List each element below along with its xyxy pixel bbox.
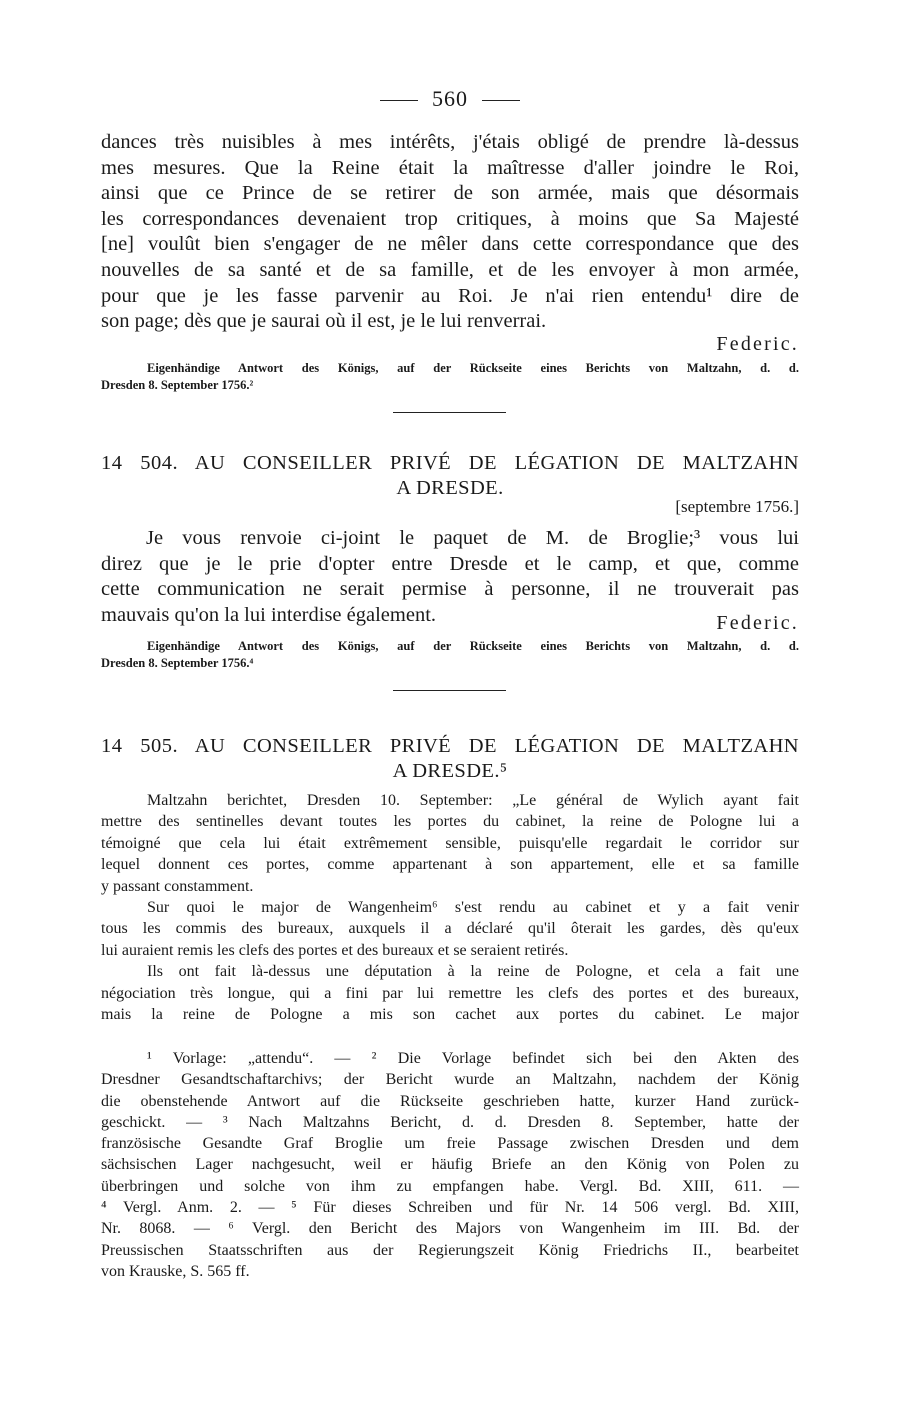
letter-number: 14 504. bbox=[101, 452, 179, 474]
letter-date: [septembre 1756.] bbox=[675, 497, 799, 516]
page-number-dash-left bbox=[380, 100, 418, 101]
page-number-row bbox=[101, 86, 799, 112]
footnote-line: ⁴ Vergl. Anm. 2. — ⁵ Für dieses Schreiben und für Nr. 14 506 vergl. Bd. XIII, bbox=[101, 1199, 799, 1217]
text-line: mais la reine de Pologne a mis son cachet aux portes du cabinet. Le major bbox=[101, 1006, 799, 1024]
text-line: ainsi que ce Prince de se retirer de son armée, mais que désormais bbox=[101, 182, 799, 205]
text-line: direz que je le prie d'opter entre Dresde et le camp, et que, comme bbox=[101, 552, 799, 575]
section-divider bbox=[393, 412, 506, 413]
text-line: lequel donnent ces portes, comme appartenant à son appartement, elle et sa famille bbox=[101, 856, 799, 874]
footnote-line: geschickt. — ³ Nach Maltzahns Bericht, d. d. Dresden 8. September, hatte der bbox=[101, 1113, 799, 1131]
heading-line bbox=[101, 451, 799, 476]
page-number-dash-right bbox=[482, 100, 520, 101]
note-line: Eigenhändige Antwort des Königs, auf der Rückseite eines Berichts von Maltzahn, d. d. bbox=[147, 361, 799, 375]
footnote-line: sächsischen Lager nachgesucht, weil er häufig Briefe an den König von Polen zu bbox=[101, 1156, 799, 1174]
footnote-line: Dresdner Gesandtschaftarchivs; der Bericht wurde an Maltzahn, nachdem der König bbox=[101, 1071, 799, 1089]
continuation-paragraph bbox=[101, 130, 799, 335]
text-line: pour que je les fasse parvenir au Roi. Je n'ai rien entendu¹ dire de bbox=[101, 284, 799, 307]
footnote-line: Preussischen Staatsschriften aus der Regierungszeit König Friedrichs II., bearbeitet bbox=[101, 1241, 799, 1259]
text-line: dances très nuisibles à mes intérêts, j'étais obligé de prendre là-dessus bbox=[101, 131, 799, 153]
text-line: Je vous renvoie ci-joint le paquet de M. de Broglie;³ vous lui bbox=[146, 527, 799, 549]
text-line: négociation très longue, qui a fini par lui remettre les clefs des portes et des bureaux, bbox=[101, 984, 799, 1002]
letter-number: 14 505. bbox=[101, 735, 179, 757]
text-line: nouvelles de sa santé et de sa famille, et de les envoyer à mon armée, bbox=[101, 258, 799, 281]
footnote-line: von Krauske, S. 565 ff. bbox=[101, 1262, 250, 1280]
section-divider bbox=[393, 690, 506, 691]
footnotes bbox=[101, 1048, 799, 1282]
text-line: y passant constamment. bbox=[101, 877, 254, 895]
heading-line bbox=[101, 734, 799, 759]
footnote-line: überbringen und solche von ihm zu empfangen habe. Vergl. Bd. XIII, 611. — bbox=[101, 1177, 799, 1195]
source-note bbox=[101, 638, 799, 672]
note-line: Dresden 8. September 1756.² bbox=[101, 378, 254, 392]
text-line: [ne] voulût bien s'engager de ne mêler dans cette correspondance que des bbox=[101, 233, 799, 256]
note-line: Dresden 8. September 1756.⁴ bbox=[101, 656, 254, 670]
signature-federic: Federic. bbox=[716, 612, 799, 634]
letter-body-14505 bbox=[101, 790, 799, 1025]
footnote-line: die obenstehende Antwort auf die Rückseite geschrieben hatte, kurzer Hand zurück- bbox=[101, 1092, 799, 1110]
text-line: son page; dès que je saurai où il est, je le lui renverrai. bbox=[101, 310, 547, 333]
text-line: lui auraient remis les clefs des portes et des bureaux et se seraient retirés. bbox=[101, 941, 569, 959]
footnote-line: ¹ Vorlage: „attendu“. — ² Die Vorlage befindet sich bei den Akten des bbox=[147, 1050, 799, 1067]
letter-title: AU CONSEILLER PRIVÉ DE LÉGATION DE MALTZAHN bbox=[194, 452, 800, 474]
footnote-line: Nr. 8068. — ⁶ Vergl. den Bericht des Majors von Wangenheim im III. Bd. der bbox=[101, 1220, 799, 1238]
text-line: Ils ont fait là-dessus une députation à la reine de Pologne, et cela a fait une bbox=[147, 963, 799, 981]
text-line: cette communication ne serait permise à personne, il ne trouverait pas bbox=[101, 578, 799, 601]
text-line: témoigné que cela lui était extrêmement sensible, puisqu'elle regardait le corridor sur bbox=[101, 834, 799, 852]
text-line: mauvais qu'on la lui interdise également. bbox=[101, 603, 437, 626]
letter-title: AU CONSEILLER PRIVÉ DE LÉGATION DE MALTZAHN bbox=[194, 735, 800, 757]
letter-destination: A DRESDE.⁵ bbox=[392, 760, 508, 782]
signature-federic: Federic. bbox=[716, 333, 799, 355]
letter-heading-14505 bbox=[101, 734, 799, 784]
text-line: Sur quoi le major de Wangenheim⁶ s'est rendu au cabinet et y a fait venir bbox=[147, 899, 799, 917]
letter-destination: A DRESDE. bbox=[396, 477, 504, 499]
footnote-line: französische Gesandte Graf Broglie um freie Passage zwischen Dresden und dem bbox=[101, 1135, 799, 1153]
text-line: Maltzahn berichtet, Dresden 10. September: „Le général de Wylich ayant fait bbox=[147, 792, 799, 809]
text-line: tous les commis des bureaux, auxquels il a déclaré qu'il ôterait les gardes, dès qu'eux bbox=[101, 920, 799, 938]
note-line: Eigenhändige Antwort des Königs, auf der Rückseite eines Berichts von Maltzahn, d. d. bbox=[147, 639, 799, 653]
text-line: mes mesures. Que la Reine était la maîtresse d'aller joindre le Roi, bbox=[101, 156, 799, 179]
source-note bbox=[101, 360, 799, 394]
text-line: mettre des sentinelles devant toutes les portes du cabinet, la reine de Pologne lui a bbox=[101, 813, 799, 831]
page-number: 560 bbox=[432, 86, 468, 111]
letter-heading-14504 bbox=[101, 451, 799, 501]
text-line: les correspondances devenaient trop critiques, à moins que Sa Majesté bbox=[101, 207, 799, 230]
